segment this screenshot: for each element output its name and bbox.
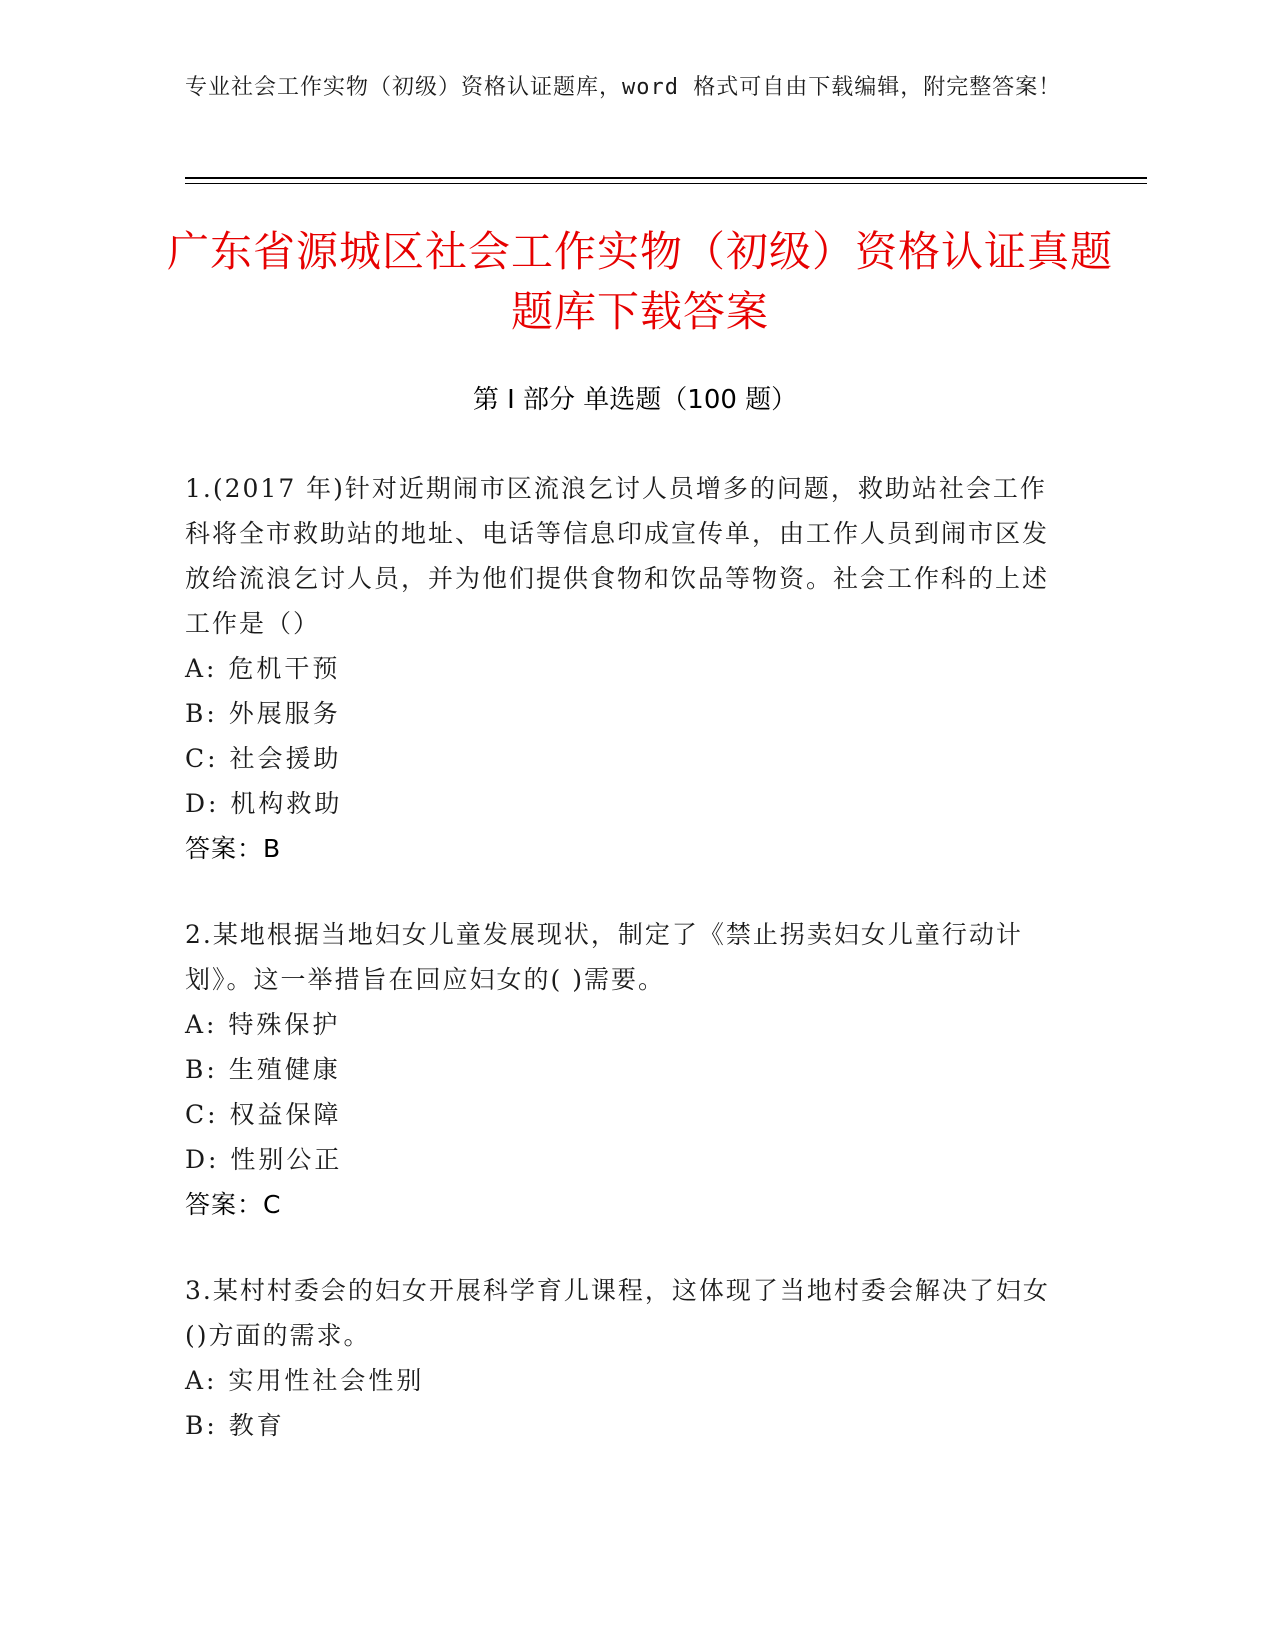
question-stem: 2.某地根据当地妇女儿童发展现状，制定了《禁止拐卖妇女儿童行动计划》。这一举措旨在回应妇女的( )需要。 [185,920,1023,994]
header-note: 专业社会工作实物（初级）资格认证题库，word 格式可自由下载编辑，附完整答案！ [185,75,1062,100]
option-a: A: 危机干预 [185,654,341,683]
section-title: 第 I 部分 单选题（100 题） [472,385,798,415]
option-c: C: 权益保障 [185,1100,342,1129]
question-2 [185,912,1065,1227]
option-a: A: 特殊保护 [185,1010,341,1039]
option-b: B: 教育 [185,1411,285,1440]
question-list [185,466,1065,1489]
option-b: B: 外展服务 [185,699,341,728]
header-divider-thin [185,183,1147,184]
option-b: B: 生殖健康 [185,1055,341,1084]
header-divider-thick [185,177,1147,179]
answer: 答案：C [185,1190,282,1219]
option-a: A: 实用性社会性别 [185,1366,425,1395]
option-c: C: 社会援助 [185,744,342,773]
option-d: D: 机构救助 [185,789,343,818]
option-d: D: 性别公正 [185,1145,343,1174]
question-1 [185,466,1065,871]
question-stem: 1.(2017 年)针对近期闹市区流浪乞讨人员增多的问题，救助站社会工作科将全市救助站的地址、电话等信息印成宣传单，由工作人员到闹市区发放给流浪乞讨人员，并为他们提供食物和饮品等物资。社会工作科的上述工作是（） [185,474,1050,638]
question-3 [185,1268,1065,1448]
question-stem: 3.某村村委会的妇女开展科学育儿课程，这体现了当地村委会解决了妇女()方面的需求。 [185,1276,1050,1350]
document-title: 广东省源城区社会工作实物（初级）资格认证真题题库下载答案 [166,227,1113,336]
answer: 答案：B [185,834,282,863]
